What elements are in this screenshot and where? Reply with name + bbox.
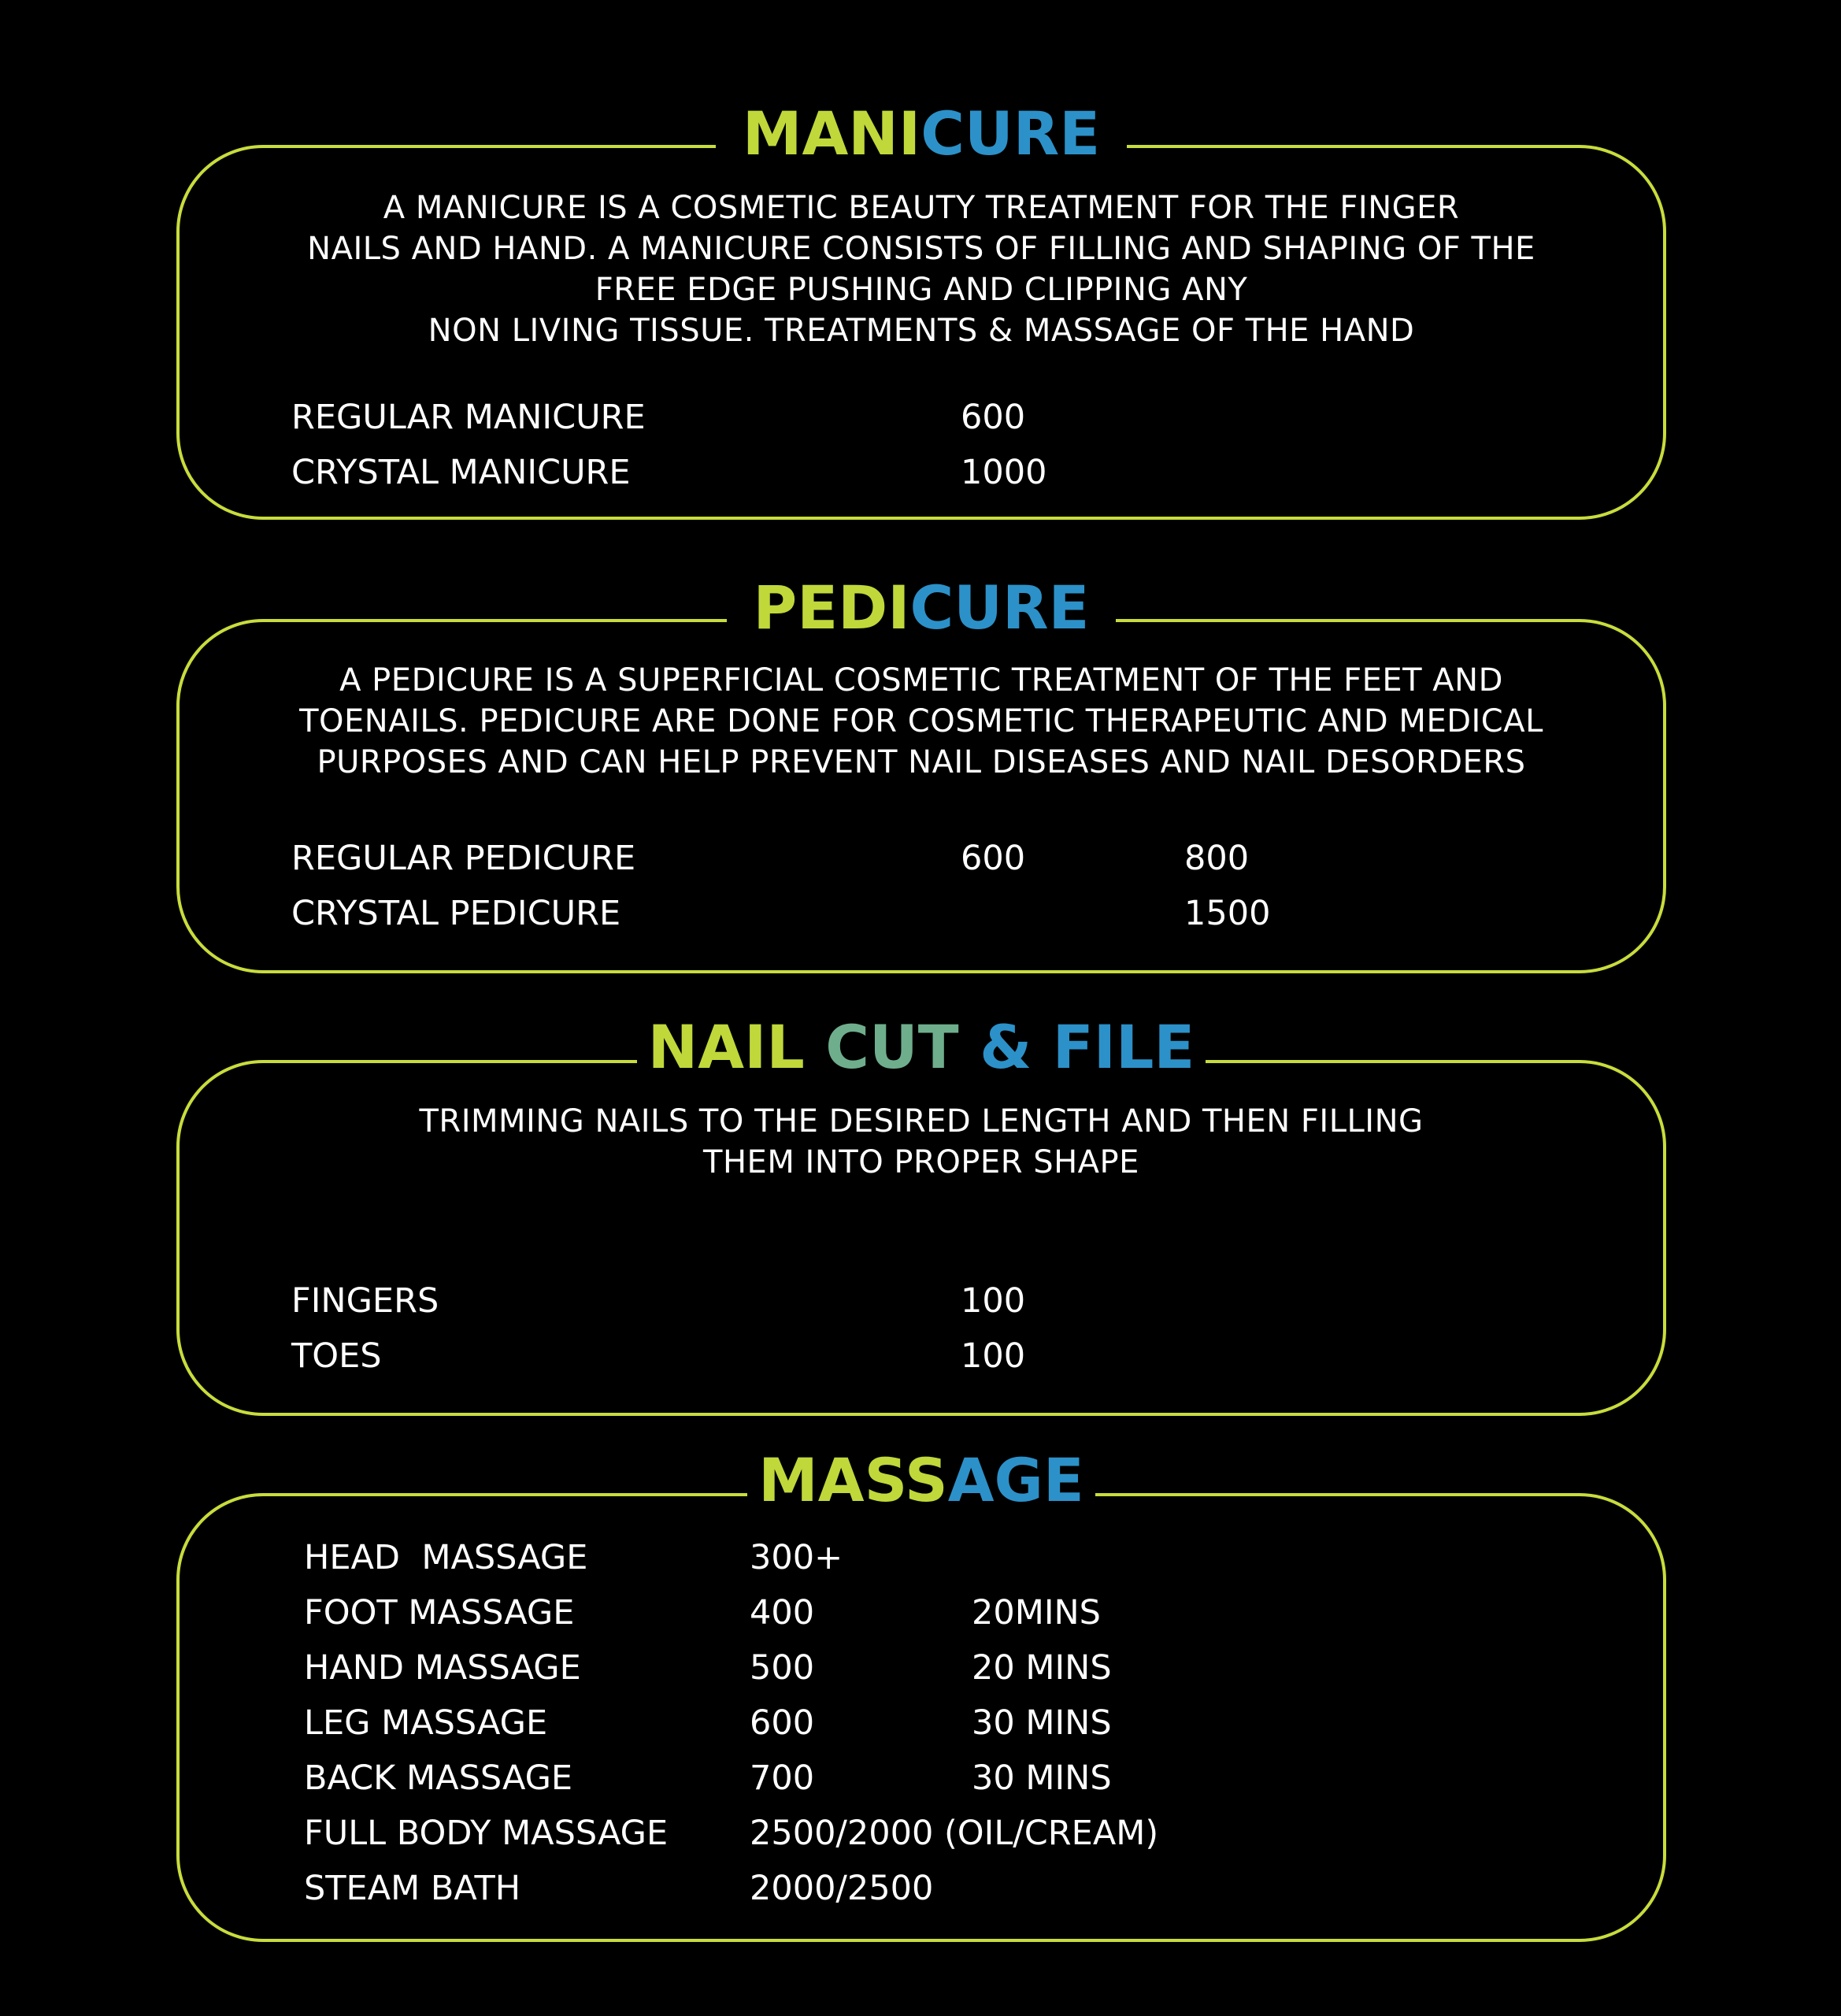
service-name: BACK MASSAGE (304, 1758, 573, 1798)
service-price: 300+ (750, 1538, 843, 1577)
description-line: A MANICURE IS A COSMETIC BEAUTY TREATMENT FOR THE FINGER (383, 190, 1460, 226)
massage-title-part-2: AGE (947, 1445, 1084, 1515)
service-name: HEAD MASSAGE (304, 1538, 588, 1577)
manicure-title-part-2: CURE (920, 98, 1101, 169)
massage-title (180, 1441, 1663, 1520)
service-price: 400 (750, 1593, 815, 1632)
nail-cut-title-part-2: CUT (825, 1012, 959, 1082)
description-line: THEM INTO PROPER SHAPE (703, 1144, 1139, 1180)
manicure-title-part-1: MANI (742, 98, 921, 169)
manicure-title (180, 94, 1663, 173)
service-name: CRYSTAL MANICURE (291, 453, 631, 492)
service-name: HAND MASSAGE (304, 1648, 581, 1688)
massage-title-part-1: MASS (758, 1445, 948, 1515)
description-line: PURPOSES AND CAN HELP PREVENT NAIL DISEASES AND NAIL DESORDERS (317, 744, 1526, 780)
service-duration: 30 MINS (972, 1758, 1112, 1798)
description-line: FREE EDGE PUSHING AND CLIPPING ANY (595, 272, 1248, 308)
service-name: CRYSTAL PEDICURE (291, 894, 621, 933)
service-name: TOES (291, 1336, 382, 1376)
nail-cut-title-part-3: & FILE (980, 1012, 1195, 1082)
service-price: 500 (750, 1648, 815, 1688)
service-name: FOOT MASSAGE (304, 1593, 575, 1632)
nail-cut-title (180, 1008, 1663, 1087)
service-price-alt: 800 (1184, 839, 1250, 878)
service-name: REGULAR PEDICURE (291, 839, 636, 878)
service-name: FINGERS (291, 1281, 439, 1321)
manicure-description (180, 187, 1663, 351)
description-line: A PEDICURE IS A SUPERFICIAL COSMETIC TREATMENT OF THE FEET AND (339, 662, 1503, 699)
pedicure-title-part-1: PEDI (753, 573, 910, 643)
manicure-section (176, 98, 1666, 520)
service-name: REGULAR MANICURE (291, 398, 646, 437)
description-line: NAILS AND HAND. A MANICURE CONSISTS OF FILLING AND SHAPING OF THE (307, 231, 1535, 267)
service-duration: 30 MINS (972, 1703, 1112, 1743)
description-line: TRIMMING NAILS TO THE DESIRED LENGTH AND THEN FILLING (419, 1103, 1424, 1140)
service-price: 100 (961, 1281, 1026, 1321)
service-name: LEG MASSAGE (304, 1703, 548, 1743)
pedicure-title-part-2: CURE (909, 573, 1090, 643)
nail-cut-section (176, 1012, 1666, 1416)
nail-cut-description (180, 1101, 1663, 1183)
service-duration: 20 MINS (972, 1648, 1112, 1688)
service-price: 600 (750, 1703, 815, 1743)
description-line: TOENAILS. PEDICURE ARE DONE FOR COSMETIC THERAPEUTIC AND MEDICAL (299, 703, 1543, 739)
service-price: 600 (961, 398, 1026, 437)
description-line: NON LIVING TISSUE. TREATMENTS & MASSAGE OF THE HAND (428, 313, 1415, 349)
service-price: 100 (961, 1336, 1026, 1376)
service-price-alt: 1500 (1184, 894, 1271, 933)
service-duration: 20MINS (972, 1593, 1101, 1632)
pedicure-title (180, 569, 1663, 647)
pedicure-description (180, 660, 1663, 783)
service-price: 2500/2000 (OIL/CREAM) (750, 1814, 1159, 1853)
service-price: 600 (961, 839, 1026, 878)
pedicure-section (176, 573, 1666, 973)
service-name: STEAM BATH (304, 1869, 521, 1908)
service-price: 700 (750, 1758, 815, 1798)
service-price: 1000 (961, 453, 1047, 492)
service-name: FULL BODY MASSAGE (304, 1814, 669, 1853)
nail-cut-title-part-1: NAIL (647, 1012, 805, 1082)
massage-section (176, 1445, 1666, 1942)
service-price: 2000/2500 (750, 1869, 934, 1908)
